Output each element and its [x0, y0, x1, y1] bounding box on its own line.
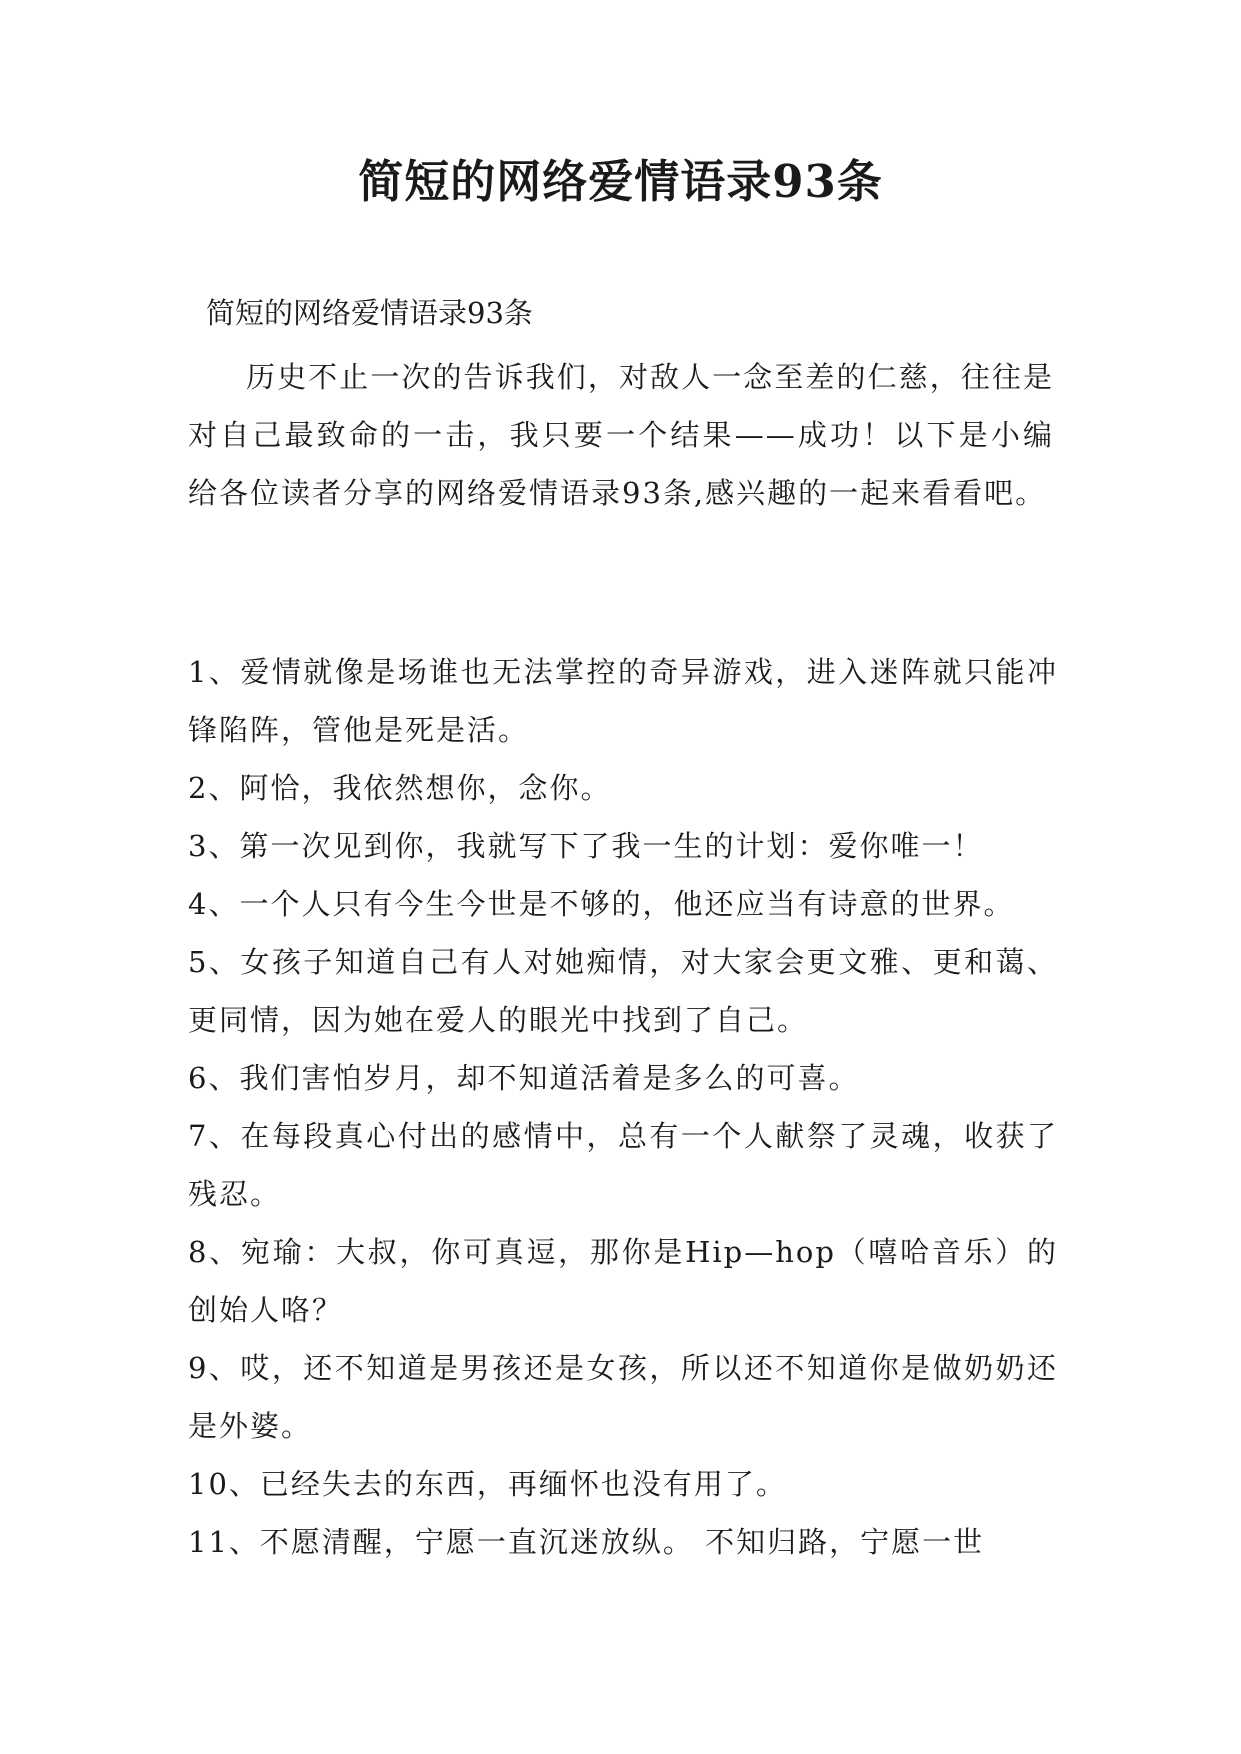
quote-item: 7、在每段真心付出的感情中，总有一个人献祭了灵魂，收获了残忍。 — [188, 1119, 1058, 1211]
quote-item: 10、已经失去的东西，再缅怀也没有用了。 — [188, 1467, 787, 1501]
quote-item: 11、不愿清醒，宁愿一直沉迷放纵。 不知归路，宁愿一世 — [188, 1525, 985, 1559]
quote-item: 3、第一次见到你，我就写下了我一生的计划：爱你唯一！ — [188, 829, 984, 863]
quote-item: 5、女孩子知道自己有人对她痴情，对大家会更文雅、更和蔼、更同情，因为她在爱人的眼光中找到了自己。 — [188, 945, 1058, 1037]
document-subtitle: 简短的网络爱情语录93条 — [206, 296, 533, 330]
quote-item: 4、一个人只有今生今世是不够的，他还应当有诗意的世界。 — [188, 887, 1015, 921]
quote-item: 2、阿恰，我依然想你，念你。 — [188, 771, 612, 805]
intro-paragraph: 历史不止一次的告诉我们，对敌人一念至差的仁慈，往往是对自己最致命的一击，我只要一个结果——成功！以下是小编给各位读者分享的网络爱情语录93条,感兴趣的一起来看看吧。 — [188, 360, 1054, 510]
quote-item: 1、爱情就像是场谁也无法掌控的奇异游戏，进入迷阵就只能冲锋陷阵，管他是死是活。 — [188, 655, 1058, 747]
document-title: 简短的网络爱情语录93条 — [358, 155, 883, 208]
quote-item: 8、宛瑜：大叔，你可真逗，那你是Hip—hop（嘻哈音乐）的创始人咯？ — [188, 1235, 1058, 1327]
quote-item: 6、我们害怕岁月，却不知道活着是多么的可喜。 — [188, 1061, 860, 1095]
quote-list — [188, 643, 1058, 1571]
quote-item: 9、哎，还不知道是男孩还是女孩，所以还不知道你是做奶奶还是外婆。 — [188, 1351, 1058, 1443]
